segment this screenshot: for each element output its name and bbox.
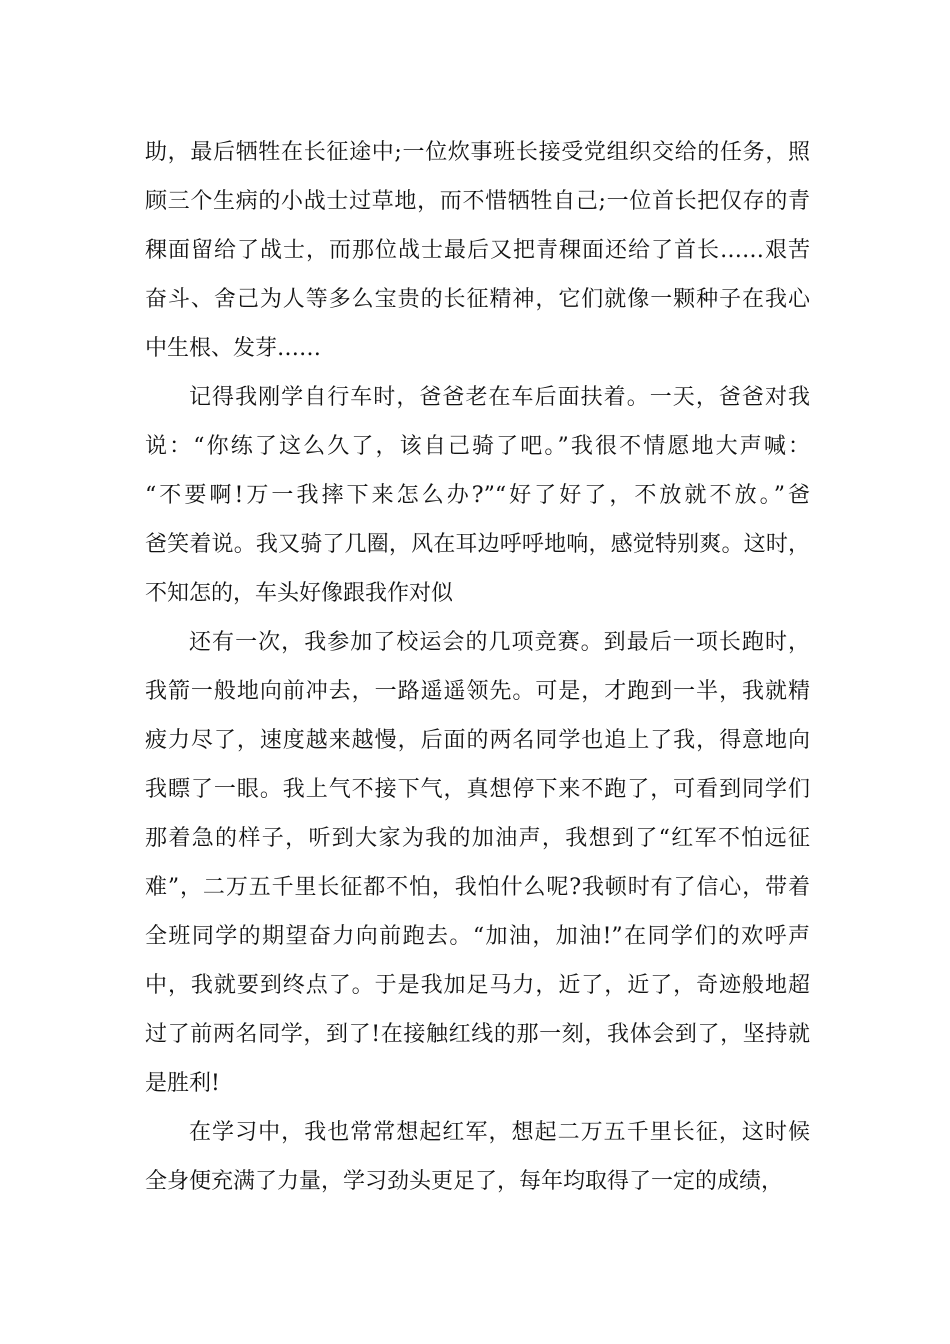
text-line: 中，我就要到终点了。于是我加足马力，近了，近了，奇迹般地超 xyxy=(145,973,810,998)
text-line: 过了前两名同学，到了!在接触红线的那一刻，我体会到了，坚持就 xyxy=(145,1022,810,1047)
text-line: 全班同学的期望奋力向前跑去。“加油，加油!”在同学们的欢呼声 xyxy=(145,924,810,949)
text-line: 全身便充满了力量，学习劲头更足了，每年均取得了一定的成绩， xyxy=(145,1169,784,1194)
paragraph xyxy=(145,1108,810,1206)
paragraph xyxy=(145,128,810,373)
text-line: “不要啊!万一我摔下来怎么办?”“好了好了，不放就不放。”爸 xyxy=(145,483,810,508)
text-line: 我箭一般地向前冲去，一路遥遥领先。可是，才跑到一半，我就精 xyxy=(145,679,810,704)
text-line: 助，最后牺牲在长征途中;一位炊事班长接受党组织交给的任务，照 xyxy=(145,140,810,165)
text-line: 中生根、发芽…… xyxy=(145,336,322,361)
text-line: 稞面留给了战士，而那位战士最后又把青稞面还给了首长……艰苦 xyxy=(145,238,810,263)
text-line: 还有一次，我参加了校运会的几项竞赛。到最后一项长跑时， xyxy=(189,630,810,655)
text-line: 难”，二万五千里长征都不怕，我怕什么呢?我顿时有了信心，带着 xyxy=(145,875,810,900)
paragraph xyxy=(145,373,810,618)
text-line: 是胜利! xyxy=(145,1071,220,1096)
text-line: 不知怎的，车头好像跟我作对似 xyxy=(145,581,454,606)
text-line: 在学习中，我也常常想起红军，想起二万五千里长征，这时候 xyxy=(189,1120,810,1145)
text-line: 爸笑着说。我又骑了几圈，风在耳边呼呼地响，感觉特别爽。这时， xyxy=(145,532,810,557)
text-line: 记得我刚学自行车时，爸爸老在车后面扶着。一天，爸爸对我 xyxy=(189,385,810,410)
text-line: 我瞟了一眼。我上气不接下气，真想停下来不跑了，可看到同学们 xyxy=(145,777,810,802)
text-line: 顾三个生病的小战士过草地，而不惜牺牲自己;一位首长把仅存的青 xyxy=(145,189,810,214)
text-line: 说：“你练了这么久了，该自己骑了吧。”我很不情愿地大声喊： xyxy=(145,434,810,459)
text-line: 奋斗、舍己为人等多么宝贵的长征精神，它们就像一颗种子在我心 xyxy=(145,287,810,312)
text-line: 那着急的样子，听到大家为我的加油声，我想到了“红军不怕远征 xyxy=(145,826,810,851)
paragraph xyxy=(145,618,810,1108)
document-body xyxy=(145,128,810,1206)
text-line: 疲力尽了，速度越来越慢，后面的两名同学也追上了我，得意地向 xyxy=(145,728,810,753)
